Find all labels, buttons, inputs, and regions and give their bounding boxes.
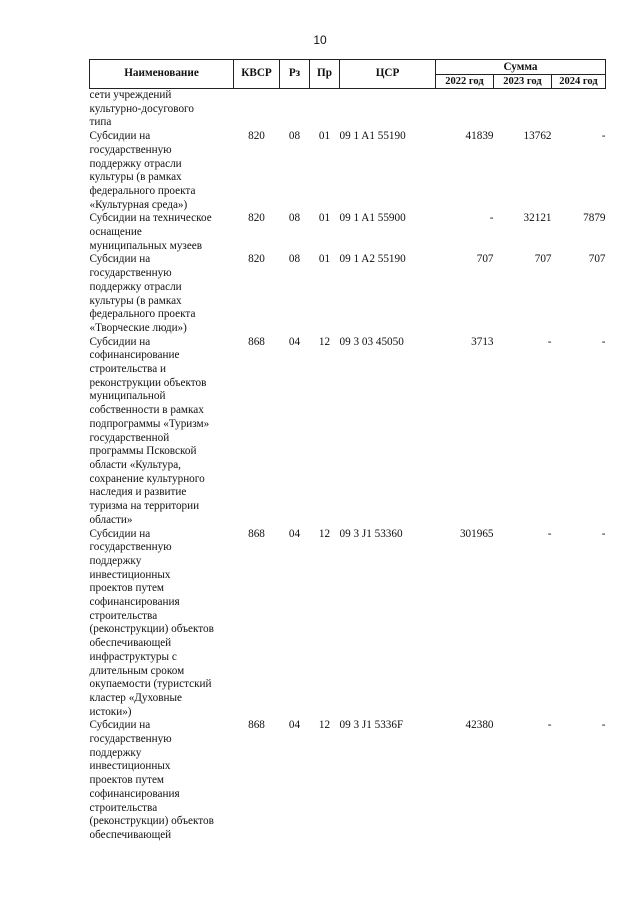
table-row: [90, 89, 606, 131]
cell-name-line: инфраструктуры с: [89, 650, 177, 663]
table-row: [90, 719, 606, 842]
cell-2023: 707: [534, 253, 552, 266]
cell-rz: 04: [288, 527, 301, 540]
cell-pr: 12: [318, 719, 331, 732]
cell-name-line: государственную: [89, 541, 172, 554]
table-row: [90, 130, 606, 212]
cell-name-line: государственной: [89, 431, 170, 444]
cell-name-line: софинансирование: [89, 349, 180, 362]
cell-rz: 08: [288, 130, 301, 143]
cell-2022: 301965: [459, 527, 494, 540]
cell-name-line: области»: [89, 513, 133, 526]
header-2022: 2022 год: [436, 75, 494, 89]
cell-name-line: Субсидии на: [89, 130, 151, 143]
cell-name-line: «Культурная среда»): [89, 198, 188, 211]
cell-kvsr: 868: [248, 527, 265, 540]
cell-pr: 12: [318, 335, 331, 348]
cell-name-line: поддержку: [89, 554, 142, 567]
cell-name: [90, 212, 234, 253]
cell-2024: [552, 89, 606, 131]
cell-2022: 707: [476, 253, 494, 266]
table-row: [90, 336, 606, 528]
budget-table: [89, 59, 606, 843]
cell-csr: 09 3 J1 53360: [339, 527, 403, 540]
cell-name-line: оснащение: [89, 226, 142, 239]
cell-name-line: федерального проекта: [89, 308, 196, 321]
cell-name: [90, 253, 234, 335]
cell-kvsr: 820: [248, 130, 265, 143]
cell-name-line: истоки»): [89, 705, 132, 718]
cell-name-line: «Творческие люди»): [89, 321, 187, 334]
cell-rz: 08: [288, 253, 301, 266]
cell-name-line: (реконструкции) объектов: [89, 815, 214, 828]
cell-csr: 09 3 03 45050: [339, 335, 404, 348]
header-pr: Пр: [310, 60, 340, 89]
cell-name-line: туризма на территории: [89, 500, 200, 513]
cell-name-line: федерального проекта: [89, 184, 196, 197]
cell-2022: [436, 89, 494, 131]
cell-rz: 08: [288, 212, 301, 225]
cell-name-line: кластер «Духовные: [89, 691, 183, 704]
cell-2024: -: [601, 527, 606, 540]
cell-name-line: Субсидии на: [89, 527, 151, 540]
cell-name: [90, 528, 234, 720]
cell-2022: 42380: [465, 719, 494, 732]
cell-name-line: инвестиционных: [89, 568, 171, 581]
cell-name-line: поддержку отрасли: [89, 280, 182, 293]
cell-name-line: строительства и: [89, 363, 166, 376]
cell-rz: 04: [288, 335, 301, 348]
cell-name: [90, 130, 234, 212]
cell-csr: 09 1 A2 55190: [339, 253, 406, 266]
cell-2023: -: [547, 335, 552, 348]
cell-csr: 09 1 A1 55190: [339, 130, 406, 143]
cell-name-line: Субсидии на: [89, 719, 151, 732]
cell-2023: -: [547, 527, 552, 540]
cell-2024: 707: [588, 253, 606, 266]
cell-rz: 04: [288, 719, 301, 732]
cell-2022: -: [489, 212, 494, 225]
cell-2024: -: [601, 335, 606, 348]
cell-csr: [340, 89, 436, 131]
table-body: [90, 89, 606, 843]
cell-name-line: типа: [89, 116, 112, 129]
cell-name-line: реконструкции объектов: [89, 376, 207, 389]
cell-name-line: обеспечивающей: [89, 637, 172, 650]
cell-name-line: поддержку отрасли: [89, 157, 182, 170]
cell-name-line: проектов путем: [89, 582, 164, 595]
cell-name-line: обеспечивающей: [89, 828, 172, 841]
cell-2022: 3713: [471, 335, 494, 348]
cell-name-line: собственности в рамках: [89, 404, 204, 417]
cell-name-line: длительным сроком: [89, 664, 185, 677]
cell-name-line: области «Культура,: [89, 458, 181, 471]
cell-name-line: поддержку: [89, 746, 142, 759]
cell-2023: 13762: [523, 130, 552, 143]
cell-name-line: муниципальной: [89, 390, 166, 403]
header-sum: Сумма: [436, 60, 606, 75]
cell-name: [90, 89, 234, 131]
cell-name-line: Субсидии на: [89, 253, 151, 266]
cell-2024: -: [601, 130, 606, 143]
cell-name-line: Субсидии на: [89, 335, 151, 348]
cell-name-line: культурно-досугового: [89, 102, 194, 115]
cell-name-line: окупаемости (туристский: [89, 678, 212, 691]
cell-name-line: софинансирования: [89, 596, 180, 609]
cell-name-line: строительства: [89, 801, 158, 814]
header-name: Наименование: [90, 60, 234, 89]
cell-name-line: строительства: [89, 609, 158, 622]
cell-pr: 01: [318, 130, 331, 143]
cell-csr: 09 1 A1 55900: [339, 212, 406, 225]
header-csr: ЦСР: [340, 60, 436, 89]
cell-name-line: Субсидии на техническое: [89, 212, 212, 225]
cell-2022: 41839: [465, 130, 494, 143]
cell-name-line: (реконструкции) объектов: [89, 623, 214, 636]
cell-2024: -: [601, 719, 606, 732]
cell-kvsr: 820: [248, 253, 265, 266]
header-kvsr: КВСР: [234, 60, 280, 89]
cell-name-line: сохранение культурного: [89, 472, 205, 485]
table-row: [90, 253, 606, 335]
cell-kvsr: 820: [248, 212, 265, 225]
cell-name-line: проектов путем: [89, 774, 164, 787]
cell-pr: 01: [318, 253, 331, 266]
cell-2023: 32121: [523, 212, 552, 225]
cell-pr: [310, 89, 340, 131]
page-number: 10: [313, 33, 327, 47]
cell-name-line: наследия и развитие: [89, 486, 187, 499]
cell-name-line: софинансирования: [89, 787, 180, 800]
cell-kvsr: 868: [248, 719, 265, 732]
cell-csr: 09 3 J1 5336F: [339, 719, 404, 732]
cell-kvsr: 868: [248, 335, 265, 348]
table-row: [90, 212, 606, 253]
cell-name-line: государственную: [89, 267, 172, 280]
cell-rz: [280, 89, 310, 131]
cell-name-line: сети учреждений: [89, 89, 172, 101]
table-row: [90, 528, 606, 720]
header-2023: 2023 год: [494, 75, 552, 89]
cell-2024: 7879: [583, 212, 606, 225]
cell-name: [90, 719, 234, 842]
cell-kvsr: [234, 89, 280, 131]
cell-name-line: государственную: [89, 143, 172, 156]
header-2024: 2024 год: [552, 75, 606, 89]
cell-pr: 01: [318, 212, 331, 225]
cell-name-line: муниципальных музеев: [89, 239, 203, 252]
cell-name-line: инвестиционных: [89, 760, 171, 773]
cell-2023: [494, 89, 552, 131]
cell-name-line: культуры (в рамках: [89, 294, 182, 307]
cell-name-line: подпрограммы «Туризм»: [89, 417, 210, 430]
cell-name-line: программы Псковской: [89, 445, 197, 458]
cell-2023: -: [547, 719, 552, 732]
cell-name: [90, 336, 234, 528]
header-rz: Рз: [280, 60, 310, 89]
cell-name-line: государственную: [89, 733, 172, 746]
cell-name-line: культуры (в рамках: [89, 171, 182, 184]
cell-pr: 12: [318, 527, 331, 540]
